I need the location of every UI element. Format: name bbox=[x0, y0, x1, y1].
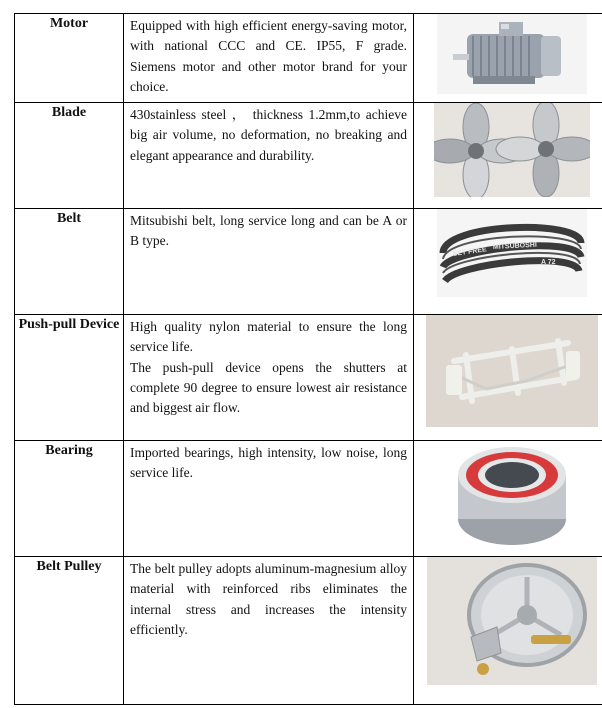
table-row bbox=[15, 103, 602, 209]
component-name: Push-pull Device bbox=[15, 315, 124, 441]
belt-pulley-image bbox=[414, 557, 602, 705]
component-description: High quality nylon material to ensure the long service life. The push-pull device opens the shutters at complete 90 degree to ensure lowest air resistance and biggest air flow. bbox=[124, 315, 414, 441]
push-pull-device-image bbox=[414, 315, 602, 441]
bearing-image bbox=[414, 441, 602, 557]
svg-text:A 72: A 72 bbox=[540, 259, 556, 266]
component-name: Blade bbox=[15, 103, 124, 209]
svg-text:SET FREE: SET FREE bbox=[451, 246, 487, 258]
table-row bbox=[15, 441, 602, 557]
component-name: Bearing bbox=[15, 441, 124, 557]
table-row bbox=[15, 209, 602, 315]
svg-text:MITSUBOSHI: MITSUBOSHI bbox=[492, 241, 537, 251]
component-name: Motor bbox=[15, 14, 124, 103]
belt-image bbox=[414, 209, 602, 315]
component-spec-table bbox=[14, 13, 602, 705]
component-description: Imported bearings, high intensity, low noise, long service life. bbox=[124, 441, 414, 557]
table-row bbox=[15, 14, 602, 103]
motor-image bbox=[414, 14, 602, 103]
component-description: Equipped with high efficient energy-saving motor, with national CCC and CE. IP55, F grade. Siemens motor and other motor brand for your choice. bbox=[124, 14, 414, 103]
table-row bbox=[15, 557, 602, 705]
component-name: Belt bbox=[15, 209, 124, 315]
component-description: 430stainless steel ， thickness 1.2mm,to achieve big air volume, no deformation, no breaking and elegant appearance and durability. bbox=[124, 103, 414, 209]
table-row bbox=[15, 315, 602, 441]
blade-image bbox=[414, 103, 602, 209]
component-name: Belt Pulley bbox=[15, 557, 124, 705]
component-description: Mitsubishi belt, long service long and can be A or B type. bbox=[124, 209, 414, 315]
component-description: The belt pulley adopts aluminum-magnesium alloy material with reinforced ribs eliminates the internal stress and increases the intensity efficiently. bbox=[124, 557, 414, 705]
